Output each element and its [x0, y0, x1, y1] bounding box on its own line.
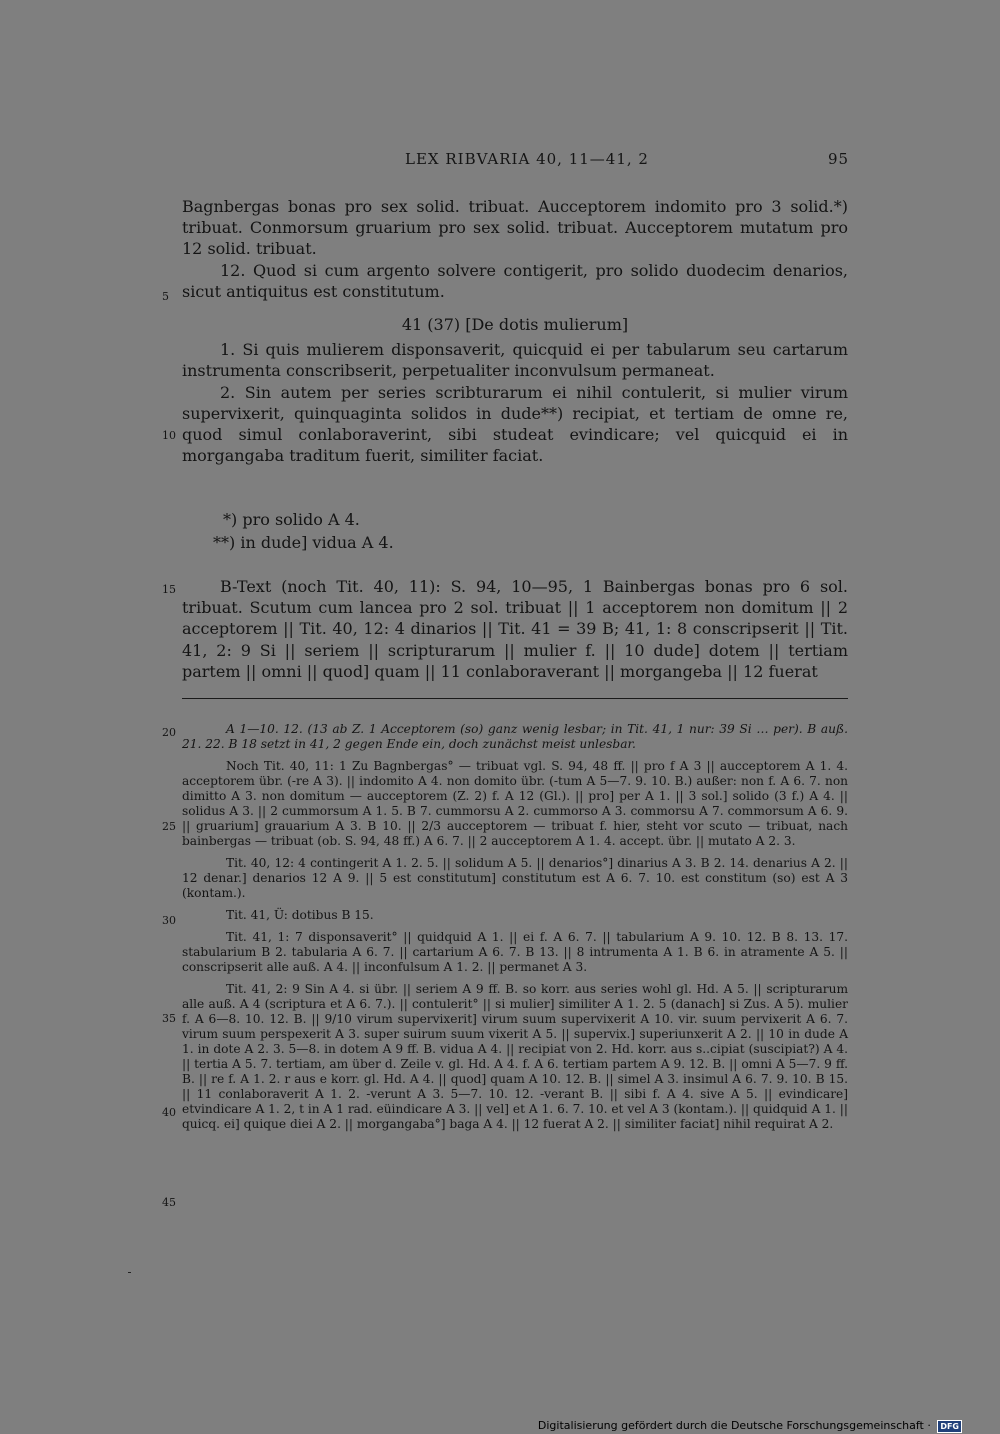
- main-text: [182, 196, 848, 466]
- section-title: 41 (37) [De dotis mulierum]: [401, 315, 629, 335]
- paragraph: 1. Si quis mulierem disponsaverit, quicquid ei per tabularum seu cartarum instrumenta conscribserit, perpetualiter inconvulsum permaneat.: [182, 340, 848, 381]
- footnote: *) pro solido A 4.: [223, 510, 360, 529]
- funding-text: Digitalisierung gefördert durch die Deutsche Forschungsgemeinschaft ·: [537, 1419, 931, 1432]
- apparatus-entry: Tit. 40, 12: 4 contingerit A 1. 2. 5. || solidum A 5. || denarios°] dinarius A 3. B 2. 14. denarius A 2. || 12 denar.] denarios 12 A 9. || 5 est constitutum] constitutum est A 6. 7. 10. est constitum (so) est A 3 (kontam.).: [182, 856, 848, 900]
- b-text-paragraph: B-Text (noch Tit. 40, 11): S. 94, 10—95, 1 Bainbergas bonas pro 6 sol. tribuat. Scutum cum lancea pro 2 sol. tribuat || 1 acceptorem non domitum || 2 acceptorem || Tit. 40, 12: 4 dinarios || Tit. 41 = 39 B; 41, 1: 8 conscripserit || Tit. 41, 2: 9 Si || seriem || scripturarum || mulier f. || 10 dude] dotem || tertiam partem || omni || quod] quam || 11 conlaboraverant || morgangeba || 12 fuerat: [182, 577, 848, 681]
- line-number: 20: [162, 726, 176, 739]
- funding-footer: [538, 1419, 962, 1433]
- dfg-logo: DFG: [937, 1420, 962, 1433]
- margin-mark: [128, 1272, 131, 1273]
- footnote: **) in dude] vidua A 4.: [213, 533, 394, 552]
- running-head: LEX RIBVARIA 40, 11—41, 2: [405, 150, 649, 168]
- apparatus-entry: Tit. 41, 1: 7 disponsaverit° || quidquid A 1. || ei f. A 6. 7. || tabularium A 9. 10. 12. B 8. 13. 17. stabularium B 2. tabularia A 6. 7. || cartarium A 6. 7. B 13. || 8 intrumenta A 1. B 6. in atramente A 5. || conscripserit alle auß. A 4. || inconfulsum A 1. 2. || permanet A 3.: [182, 930, 848, 974]
- apparatus-entry: Tit. 41, Ü: dotibus B 15.: [226, 908, 374, 922]
- paragraph: 12. Quod si cum argento solvere contigerit, pro solido duodecim denarios, sicut antiquitus est constitutum.: [182, 260, 848, 301]
- line-number: 10: [162, 429, 176, 442]
- b-text: [182, 576, 848, 682]
- line-number: 45: [162, 1196, 176, 1209]
- critical-apparatus: [182, 722, 848, 1139]
- line-number: 35: [162, 1012, 176, 1025]
- paragraph: Bagnbergas bonas pro sex solid. tribuat. Aucceptorem indomito pro 3 solid.*) tribuat. Conmorsum gruarium pro sex solid. tribuat. Aucceptorem mutatum pro 12 solid. tribuat.: [182, 197, 848, 259]
- line-number: 40: [162, 1106, 176, 1119]
- apparatus-entry: Tit. 41, 2: 9 Sin A 4. si übr. || seriem A 9 ff. B. so korr. aus series wohl gl. Hd. A 5. || scripturarum alle auß. A 4 (scriptura et A 6. 7.). || contulerit° || si mulier] similiter A 1. 2. 5 (danach] si Zus. A 5). mulier f. A 6—8. 10. 12. B. || 9/10 virum supervixerit] virum suum supervixerit A 10. vir. suum pervixerit A 6. 7. virum suum perspexerit A 3. super suirum suum vixerit A 5. || supervix.] superiunxerit A 2. || 10 in dude A 1. in dote A 2. 3. 5—8. in dotem A 9 ff. B. vidua A 4. || recipiat von 2. Hd. korr. aus s..cipiat (suscipiat?) A 4. || tertia A 5. 7. tertiam, am über d. Zeile v. gl. Hd. A 4. f. A 6. tertiam partem A 9. 12. B. || omni A 5—7. 9 ff. B. || re f. A 1. 2. r aus e korr. gl. Hd. A 4. || quod] quam A 10. 12. B. || simel A 3. insimul A 6. 7. 9. 10. B 15. || 11 conlaboraverit A 1. 2. -verunt A 3. 5—7. 10. 12. -verant B. || sibi f. A 4. sive A 5. || evindicare] etvindicare A 1. 2, t in A 1 rad. eüindicare A 3. || vel] et A 1. 6. 7. 10. et vel A 3 (kontam.). || quidquid A 1. || quicq. ei] quique diei A 2. || morgangaba°] baga A 4. || 12 fuerat A 2. || similiter faciat] nihil requirat A 2.: [182, 982, 848, 1131]
- line-number: 15: [162, 583, 176, 596]
- line-number: 25: [162, 820, 176, 833]
- page-number: 95: [828, 150, 850, 168]
- apparatus-entry: A 1—10. 12. (13 ab Z. 1 Acceptorem (so) ganz wenig lesbar; in Tit. 41, 1 nur: 39 Si … per). B auß. 21. 22. B 18 setzt in 41, 2 gegen Ende ein, doch zunächst meist unlesbar.: [182, 722, 848, 751]
- apparatus-entry: Noch Tit. 40, 11: 1 Zu Bagnbergas° — tribuat vgl. S. 94, 48 ff. || pro f A 3 || aucceptorem A 1. 4. acceptorem übr. (-re A 3). || indomito A 4. non domito übr. (-tum A 5—7. 9. 10. B.) außer: non f. A 6. 7. non dimitto A 3. non domitum — aucceptorem (Z. 2) f. A 12 (Gl.). || pro] per A 1. || 3 sol.] solido (3 f.) A 4. || solidus A 3. || 2 cummorsum A 1. 5. B 7. cummorsu A 2. cummorso A 3. commorsu A 7. commorsum A 6. 9. || gruarium] grauarium A 3. B 10. || 2/3 aucceptorem — tribuat f. hier, steht vor scuto — tribuat, nach bainbergas — tribuat (ob. S. 94, 48 ff.) A 6. 7. || 2 aucceptorem A 1. 4. accept. übr. || mutato A 2. 3.: [182, 759, 848, 848]
- line-number: 30: [162, 914, 176, 927]
- line-number: 5: [162, 290, 169, 303]
- paragraph: 2. Sin autem per series scribturarum ei nihil contulerit, si mulier virum supervixerit, quinquaginta solidos in dude**) recipiat, et tertiam de omne re, quod simul conlaboraverint, sibi studeat evindicare; vel quicquid ei in morgangaba traditum fuerit, similiter faciat.: [182, 382, 848, 466]
- separator-rule: [182, 698, 848, 699]
